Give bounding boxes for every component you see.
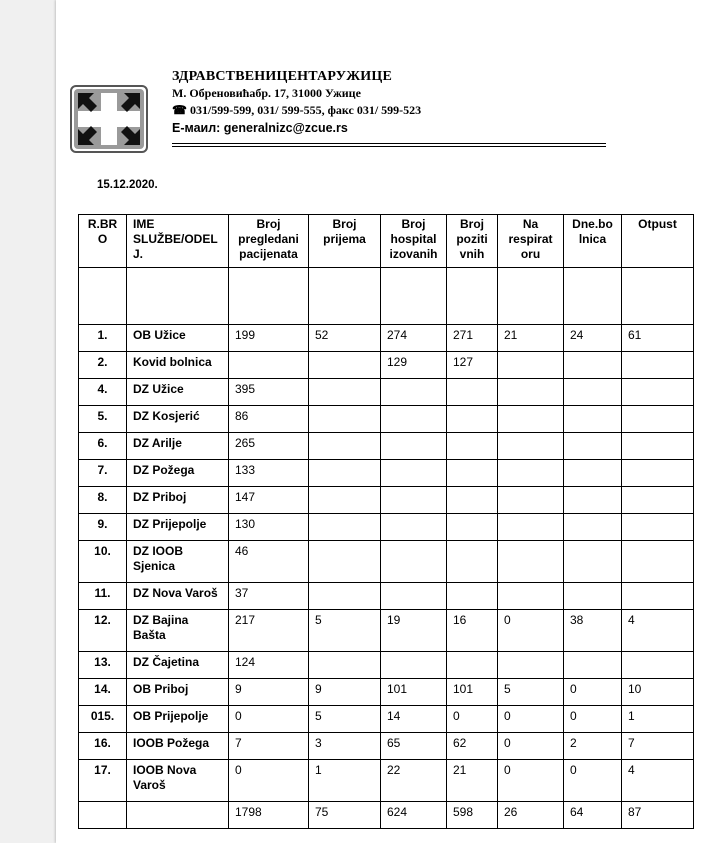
- cell-name: DZ Arilje: [127, 433, 229, 460]
- cell-pozitivnih: [447, 487, 498, 514]
- cell-name: DZ Priboj: [127, 487, 229, 514]
- table-row: [79, 352, 694, 379]
- cell-name: DZ Požega: [127, 460, 229, 487]
- organization-phone: ☎ 031/599-599, 031/ 599-555, факс 031/ 599-523: [172, 103, 422, 117]
- cell-otpust: 87: [622, 802, 694, 829]
- cell-respirator: 0: [498, 760, 564, 802]
- cell-respirator: [498, 541, 564, 583]
- cell-respirator: [498, 379, 564, 406]
- cell-name: DZ Užice: [127, 379, 229, 406]
- cell-prijema: [309, 514, 381, 541]
- cell-rbr: 7.: [79, 460, 127, 487]
- cell-name: DZ Bajina Bašta: [127, 610, 229, 652]
- cell-otpust: 4: [622, 610, 694, 652]
- table-row: [79, 406, 694, 433]
- table-row: [79, 679, 694, 706]
- cell-pozitivnih: 16: [447, 610, 498, 652]
- cell-respirator: 26: [498, 802, 564, 829]
- cell-rbr: 11.: [79, 583, 127, 610]
- cell-pregledani: 265: [229, 433, 309, 460]
- cell-hospitalizovanih: [381, 487, 447, 514]
- table-row: [79, 325, 694, 352]
- table-row: [79, 433, 694, 460]
- cell-dnevna: [564, 541, 622, 583]
- table-row: [79, 706, 694, 733]
- cell-otpust: 61: [622, 325, 694, 352]
- cell-hospitalizovanih: [381, 460, 447, 487]
- table-row: [79, 379, 694, 406]
- cell-respirator: 0: [498, 610, 564, 652]
- cell-pozitivnih: [447, 460, 498, 487]
- cell-rbr: 4.: [79, 379, 127, 406]
- cell-pregledani: 147: [229, 487, 309, 514]
- cell-dnevna: 64: [564, 802, 622, 829]
- cell-name: DZ Nova Varoš: [127, 583, 229, 610]
- cell-respirator: [498, 433, 564, 460]
- cell-otpust: [622, 487, 694, 514]
- cell-name: [127, 802, 229, 829]
- table-row: [79, 733, 694, 760]
- cell-pozitivnih: [447, 541, 498, 583]
- cell-pregledani: 0: [229, 706, 309, 733]
- cell-pregledani: 37: [229, 583, 309, 610]
- cell-respirator: [498, 460, 564, 487]
- cell-pregledani: 1798: [229, 802, 309, 829]
- cell-pregledani: [229, 352, 309, 379]
- column-header-hospitalizovanih: Broj hospital izovanih: [381, 215, 447, 268]
- cell-respirator: [498, 406, 564, 433]
- cell-name: OB Priboj: [127, 679, 229, 706]
- column-header-rbr: R.BR O: [79, 215, 127, 268]
- cell-respirator: [498, 514, 564, 541]
- cell-rbr: 16.: [79, 733, 127, 760]
- cell-rbr: 12.: [79, 610, 127, 652]
- cell-dnevna: [564, 433, 622, 460]
- cell-pozitivnih: 21: [447, 760, 498, 802]
- cell-prijema: [309, 652, 381, 679]
- cell-prijema: [309, 379, 381, 406]
- cell-pozitivnih: [447, 433, 498, 460]
- cell-hospitalizovanih: 129: [381, 352, 447, 379]
- cell-hospitalizovanih: [381, 433, 447, 460]
- cell-hospitalizovanih: 22: [381, 760, 447, 802]
- cell-otpust: [622, 379, 694, 406]
- cell-otpust: 4: [622, 760, 694, 802]
- cell-hospitalizovanih: [381, 514, 447, 541]
- cell-pregledani: 0: [229, 760, 309, 802]
- document-page: [56, 0, 722, 843]
- cell-hospitalizovanih: 19: [381, 610, 447, 652]
- cell-rbr: 1.: [79, 325, 127, 352]
- cell-name: IOOB Nova Varoš: [127, 760, 229, 802]
- cell-pozitivnih: 271: [447, 325, 498, 352]
- cell-hospitalizovanih: [381, 379, 447, 406]
- document-date: 15.12.2020.: [97, 179, 158, 191]
- cell-pozitivnih: 598: [447, 802, 498, 829]
- cell-pozitivnih: 101: [447, 679, 498, 706]
- cell-prijema: [309, 352, 381, 379]
- cell-rbr: 17.: [79, 760, 127, 802]
- organization-address: М. Обреновићабр. 17, 31000 Ужице: [172, 86, 361, 100]
- cell-respirator: 0: [498, 733, 564, 760]
- cell-dnevna: [564, 514, 622, 541]
- cell-pozitivnih: [447, 583, 498, 610]
- cell-rbr: 9.: [79, 514, 127, 541]
- cell-prijema: 5: [309, 706, 381, 733]
- column-header-respirator: Na respirat oru: [498, 215, 564, 268]
- cell-prijema: [309, 541, 381, 583]
- column-header-pregledani: Broj pregledani pacijenata: [229, 215, 309, 268]
- cell-rbr: 2.: [79, 352, 127, 379]
- organization-name: ЗДРАВСТВЕНИЦЕНТАРУЖИЦЕ: [172, 69, 392, 84]
- cell-pozitivnih: [447, 514, 498, 541]
- cell-prijema: 3: [309, 733, 381, 760]
- cell-prijema: [309, 406, 381, 433]
- cell-dnevna: 38: [564, 610, 622, 652]
- cell-name: DZ Čajetina: [127, 652, 229, 679]
- cell-name: DZ Prijepolje: [127, 514, 229, 541]
- cell-dnevna: [564, 379, 622, 406]
- cell-hospitalizovanih: [381, 406, 447, 433]
- cell-pregledani: 86: [229, 406, 309, 433]
- cross-arrows-logo: [70, 85, 148, 153]
- cell-respirator: 5: [498, 679, 564, 706]
- cell-otpust: [622, 352, 694, 379]
- table-header-row: [79, 215, 694, 268]
- cell-hospitalizovanih: 101: [381, 679, 447, 706]
- cell-rbr: 6.: [79, 433, 127, 460]
- cell-rbr: 015.: [79, 706, 127, 733]
- cell-pozitivnih: 0: [447, 706, 498, 733]
- cell-name: DZ IOOB Sjenica: [127, 541, 229, 583]
- cell-hospitalizovanih: 65: [381, 733, 447, 760]
- cell-name: OB Užice: [127, 325, 229, 352]
- table-row: [79, 610, 694, 652]
- cell-prijema: [309, 433, 381, 460]
- cell-otpust: 7: [622, 733, 694, 760]
- cell-pregledani: 46: [229, 541, 309, 583]
- column-header-otpust: Otpust: [622, 215, 694, 268]
- cell-name: Kovid bolnica: [127, 352, 229, 379]
- cell-respirator: 21: [498, 325, 564, 352]
- cell-dnevna: 0: [564, 679, 622, 706]
- cell-pregledani: 217: [229, 610, 309, 652]
- column-header-prijema: Broj prijema: [309, 215, 381, 268]
- cell-dnevna: 2: [564, 733, 622, 760]
- column-header-dnevna: Dne.bo lnica: [564, 215, 622, 268]
- organization-email: Е-маил: generalnizc@zcue.rs: [172, 121, 348, 135]
- statistics-table: [78, 214, 694, 829]
- cell-pregledani: 199: [229, 325, 309, 352]
- letterhead-divider: [172, 143, 606, 144]
- cell-otpust: [622, 583, 694, 610]
- cell-rbr: 10.: [79, 541, 127, 583]
- cell-hospitalizovanih: [381, 652, 447, 679]
- cell-otpust: [622, 433, 694, 460]
- table-row: [79, 541, 694, 583]
- table-blank-row: [79, 268, 694, 325]
- cell-hospitalizovanih: 14: [381, 706, 447, 733]
- cell-respirator: [498, 583, 564, 610]
- cell-pozitivnih: 127: [447, 352, 498, 379]
- table-row: [79, 652, 694, 679]
- cell-pregledani: 130: [229, 514, 309, 541]
- cell-otpust: [622, 460, 694, 487]
- cell-rbr: 5.: [79, 406, 127, 433]
- cell-otpust: [622, 406, 694, 433]
- cell-dnevna: [564, 460, 622, 487]
- cell-dnevna: 24: [564, 325, 622, 352]
- cell-pregledani: 124: [229, 652, 309, 679]
- cell-name: IOOB Požega: [127, 733, 229, 760]
- column-header-pozitivnih: Broj poziti vnih: [447, 215, 498, 268]
- cell-rbr: 8.: [79, 487, 127, 514]
- table-row: [79, 760, 694, 802]
- cell-dnevna: [564, 352, 622, 379]
- cell-pozitivnih: 62: [447, 733, 498, 760]
- cell-hospitalizovanih: [381, 583, 447, 610]
- cell-otpust: [622, 541, 694, 583]
- cell-hospitalizovanih: [381, 541, 447, 583]
- table-row: [79, 460, 694, 487]
- cell-respirator: 0: [498, 706, 564, 733]
- cell-otpust: [622, 514, 694, 541]
- cell-name: OB Prijepolje: [127, 706, 229, 733]
- cell-dnevna: 0: [564, 760, 622, 802]
- cell-dnevna: [564, 583, 622, 610]
- cell-hospitalizovanih: 274: [381, 325, 447, 352]
- cell-pozitivnih: [447, 379, 498, 406]
- cell-respirator: [498, 487, 564, 514]
- cell-otpust: 1: [622, 706, 694, 733]
- cell-prijema: [309, 487, 381, 514]
- cell-prijema: 9: [309, 679, 381, 706]
- column-header-name: IME SLUŽBE/ODEL J.: [127, 215, 229, 268]
- cell-prijema: 1: [309, 760, 381, 802]
- cell-pregledani: 7: [229, 733, 309, 760]
- cell-hospitalizovanih: 624: [381, 802, 447, 829]
- cell-prijema: 75: [309, 802, 381, 829]
- cell-pregledani: 133: [229, 460, 309, 487]
- cell-rbr: 14.: [79, 679, 127, 706]
- cell-pregledani: 9: [229, 679, 309, 706]
- cell-prijema: 5: [309, 610, 381, 652]
- cell-otpust: [622, 652, 694, 679]
- table-row: [79, 583, 694, 610]
- cell-prijema: [309, 583, 381, 610]
- cell-dnevna: [564, 487, 622, 514]
- cell-dnevna: [564, 652, 622, 679]
- table-row: [79, 514, 694, 541]
- cell-pozitivnih: [447, 652, 498, 679]
- cell-respirator: [498, 352, 564, 379]
- cell-pozitivnih: [447, 406, 498, 433]
- table-row: [79, 487, 694, 514]
- cell-pregledani: 395: [229, 379, 309, 406]
- cell-prijema: [309, 460, 381, 487]
- letterhead: [172, 68, 421, 137]
- cell-dnevna: 0: [564, 706, 622, 733]
- cell-dnevna: [564, 406, 622, 433]
- cell-prijema: 52: [309, 325, 381, 352]
- cell-otpust: 10: [622, 679, 694, 706]
- letterhead-divider-second: [172, 146, 606, 147]
- table-totals-row: [79, 802, 694, 829]
- cell-respirator: [498, 652, 564, 679]
- cell-name: DZ Kosjerić: [127, 406, 229, 433]
- cell-rbr: 13.: [79, 652, 127, 679]
- cell-rbr: [79, 802, 127, 829]
